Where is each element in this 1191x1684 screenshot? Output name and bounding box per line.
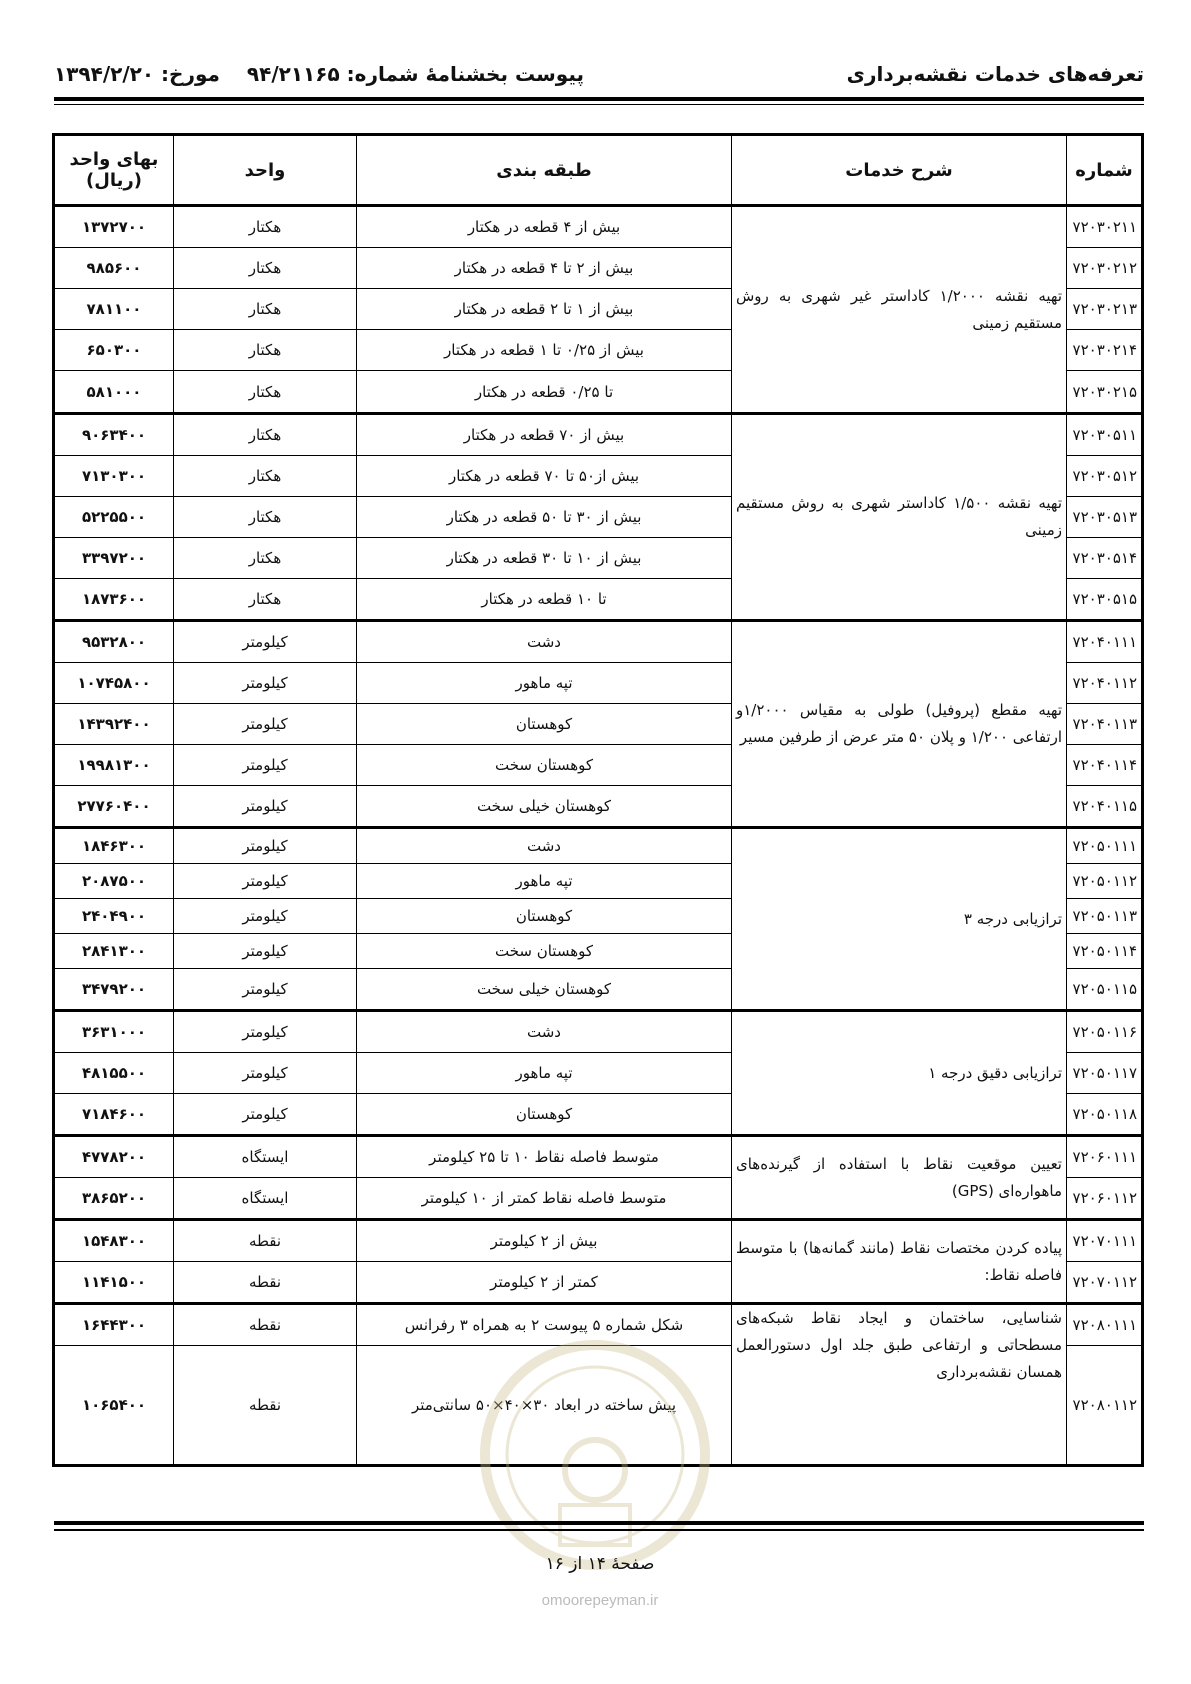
row-classification: کوهستان [357,704,732,745]
row-code: ۷۲۰۵۰۱۱۴ [1067,934,1143,969]
row-price: ۱۳۷۲۷۰۰ [54,206,174,248]
row-price: ۱۰۶۵۴۰۰ [54,1346,174,1466]
row-price: ۵۸۱۰۰۰ [54,371,174,414]
service-description: پیاده کردن مختصات نقاط (مانند گمانه‌ها) با متوسط فاصله نقاط: [732,1220,1067,1304]
row-unit: نقطه [174,1346,357,1466]
row-code: ۷۲۰۴۰۱۱۲ [1067,663,1143,704]
row-price: ۵۲۲۵۵۰۰ [54,497,174,538]
row-unit: کیلومتر [174,828,357,864]
table-row [54,206,1143,248]
row-price: ۴۷۷۸۲۰۰ [54,1136,174,1178]
row-code: ۷۲۰۶۰۱۱۱ [1067,1136,1143,1178]
footer-rule-thin [54,1529,1144,1531]
service-description: تعیین موقعیت نقاط با استفاده از گیرنده‌های ماهواره‌ای (GPS) [732,1136,1067,1220]
row-classification: بیش از ۳۰ تا ۵۰ قطعه در هکتار [357,497,732,538]
circular-reference: پیوست بخشنامهٔ شماره: ۹۴/۲۱۱۶۵ [246,62,584,86]
table-row [54,1136,1143,1178]
row-unit: هکتار [174,371,357,414]
row-classification: تا ۱۰ قطعه در هکتار [357,579,732,621]
table-row [54,414,1143,456]
row-unit: کیلومتر [174,864,357,899]
row-code: ۷۲۰۳۰۵۱۵ [1067,579,1143,621]
row-price: ۱۴۳۹۲۴۰۰ [54,704,174,745]
row-code: ۷۲۰۳۰۵۱۴ [1067,538,1143,579]
row-unit: کیلومتر [174,745,357,786]
row-price: ۲۴۰۴۹۰۰ [54,899,174,934]
row-price: ۷۱۸۴۶۰۰ [54,1094,174,1136]
service-description: ترازیابی درجه ۳ [732,828,1067,1011]
row-unit: هکتار [174,330,357,371]
row-unit: هکتار [174,538,357,579]
row-classification: بیش از ۷۰ قطعه در هکتار [357,414,732,456]
document-date: مورخ: ۱۳۹۴/۲/۲۰ [54,62,220,86]
row-price: ۲۷۷۶۰۴۰۰ [54,786,174,828]
row-code: ۷۲۰۷۰۱۱۲ [1067,1262,1143,1304]
tariff-table [52,133,1144,1467]
row-code: ۷۲۰۳۰۵۱۲ [1067,456,1143,497]
row-unit: ایستگاه [174,1178,357,1220]
row-price: ۲۰۸۷۵۰۰ [54,864,174,899]
row-unit: هکتار [174,206,357,248]
row-code: ۷۲۰۵۰۱۱۷ [1067,1053,1143,1094]
row-code: ۷۲۰۸۰۱۱۱ [1067,1304,1143,1346]
row-classification: پیش ساخته در ابعاد ۳۰×۴۰×۵۰ سانتی‌متر [357,1346,732,1466]
row-price: ۱۸۴۶۳۰۰ [54,828,174,864]
row-code: ۷۲۰۳۰۲۱۲ [1067,248,1143,289]
row-classification: متوسط فاصله نقاط ۱۰ تا ۲۵ کیلومتر [357,1136,732,1178]
row-code: ۷۲۰۵۰۱۱۲ [1067,864,1143,899]
row-unit: ایستگاه [174,1136,357,1178]
watermark-site: omoorepeyman.ir [541,1592,659,1609]
table-header-row [54,135,1143,206]
table-row [54,621,1143,663]
row-classification: شکل شماره ۵ پیوست ۲ به همراه ۳ رفرانس [357,1304,732,1346]
footer-rule-thick [54,1521,1144,1525]
row-code: ۷۲۰۳۰۲۱۱ [1067,206,1143,248]
table-row [54,1220,1143,1262]
row-unit: هکتار [174,414,357,456]
row-classification: بیش از ۲ تا ۴ قطعه در هکتار [357,248,732,289]
row-classification: بیش از ۱ تا ۲ قطعه در هکتار [357,289,732,330]
row-price: ۱۱۴۱۵۰۰ [54,1262,174,1304]
row-unit: کیلومتر [174,786,357,828]
row-classification: کمتر از ۲ کیلومتر [357,1262,732,1304]
row-code: ۷۲۰۴۰۱۱۵ [1067,786,1143,828]
row-code: ۷۲۰۴۰۱۱۳ [1067,704,1143,745]
header-price: بهای واحد (ریال) [54,135,174,206]
row-price: ۳۸۶۵۲۰۰ [54,1178,174,1220]
row-classification: کوهستان سخت [357,934,732,969]
row-price: ۴۸۱۵۵۰۰ [54,1053,174,1094]
row-classification: کوهستان [357,899,732,934]
row-unit: هکتار [174,579,357,621]
row-unit: هکتار [174,497,357,538]
row-code: ۷۲۰۷۰۱۱۱ [1067,1220,1143,1262]
header-unit: واحد [174,135,357,206]
row-price: ۷۸۱۱۰۰ [54,289,174,330]
row-code: ۷۲۰۳۰۵۱۳ [1067,497,1143,538]
row-classification: کوهستان خیلی سخت [357,786,732,828]
row-code: ۷۲۰۴۰۱۱۴ [1067,745,1143,786]
row-code: ۷۲۰۵۰۱۱۵ [1067,969,1143,1011]
row-price: ۳۴۷۹۲۰۰ [54,969,174,1011]
row-price: ۷۱۳۰۳۰۰ [54,456,174,497]
row-classification: کوهستان خیلی سخت [357,969,732,1011]
row-unit: هکتار [174,456,357,497]
service-description: ترازیابی دقیق درجه ۱ [732,1011,1067,1136]
row-code: ۷۲۰۵۰۱۱۳ [1067,899,1143,934]
header-description: شرح خدمات [732,135,1067,206]
row-classification: تپه ماهور [357,864,732,899]
row-price: ۹۵۳۲۸۰۰ [54,621,174,663]
row-price: ۱۶۴۴۳۰۰ [54,1304,174,1346]
row-unit: نقطه [174,1262,357,1304]
row-code: ۷۲۰۶۰۱۱۲ [1067,1178,1143,1220]
row-classification: بیش از ۴ قطعه در هکتار [357,206,732,248]
row-unit: کیلومتر [174,899,357,934]
row-unit: هکتار [174,248,357,289]
row-unit: کیلومتر [174,1053,357,1094]
row-classification: بیش از۵۰ تا ۷۰ قطعه در هکتار [357,456,732,497]
row-price: ۳۳۹۷۲۰۰ [54,538,174,579]
row-price: ۱۹۹۸۱۳۰۰ [54,745,174,786]
header-rule-thick [54,97,1144,101]
table-row [54,1304,1143,1346]
row-classification: دشت [357,828,732,864]
service-description: تهیه نقشه ۱/۵۰۰ کاداستر شهری به روش مستقیم زمینی [732,414,1067,621]
row-classification: بیش از ۲ کیلومتر [357,1220,732,1262]
page-header [54,54,1144,94]
row-unit: کیلومتر [174,663,357,704]
row-classification: بیش از ۱۰ تا ۳۰ قطعه در هکتار [357,538,732,579]
table-row [54,1011,1143,1053]
row-price: ۲۸۴۱۳۰۰ [54,934,174,969]
row-price: ۶۵۰۳۰۰ [54,330,174,371]
row-code: ۷۲۰۸۰۱۱۲ [1067,1346,1143,1466]
row-code: ۷۲۰۳۰۲۱۵ [1067,371,1143,414]
row-unit: نقطه [174,1304,357,1346]
row-unit: کیلومتر [174,704,357,745]
header-code: شماره [1067,135,1143,206]
row-price: ۱۰۷۴۵۸۰۰ [54,663,174,704]
row-classification: دشت [357,1011,732,1053]
row-price: ۹۸۵۶۰۰ [54,248,174,289]
row-classification: دشت [357,621,732,663]
service-description: تهیه نقشه ۱/۲۰۰۰ کاداستر غیر شهری به روش مستقیم زمینی [732,206,1067,414]
row-code: ۷۲۰۳۰۲۱۴ [1067,330,1143,371]
row-classification: تپه ماهور [357,663,732,704]
row-code: ۷۲۰۵۰۱۱۱ [1067,828,1143,864]
row-unit: کیلومتر [174,934,357,969]
page-number: صفحهٔ ۱۴ از ۱۶ [545,1554,655,1574]
row-classification: متوسط فاصله نقاط کمتر از ۱۰ کیلومتر [357,1178,732,1220]
service-description: تهیه مقطع (پروفیل) طولی به مقیاس ۱/۲۰۰۰و ارتفاعی ۱/۲۰۰ و پلان ۵۰ متر عرض از طرفین مسیر [732,621,1067,828]
row-unit: نقطه [174,1220,357,1262]
row-unit: کیلومتر [174,1011,357,1053]
row-classification: کوهستان سخت [357,745,732,786]
row-code: ۷۲۰۳۰۵۱۱ [1067,414,1143,456]
row-price: ۱۵۴۸۳۰۰ [54,1220,174,1262]
document-title: تعرفه‌های خدمات نقشه‌برداری [846,62,1144,86]
row-price: ۱۸۷۳۶۰۰ [54,579,174,621]
row-unit: کیلومتر [174,1094,357,1136]
table-row [54,828,1143,864]
row-classification: تپه ماهور [357,1053,732,1094]
row-code: ۷۲۰۵۰۱۱۶ [1067,1011,1143,1053]
row-unit: کیلومتر [174,621,357,663]
header-classification: طبقه بندی [357,135,732,206]
row-unit: هکتار [174,289,357,330]
row-price: ۹۰۶۳۴۰۰ [54,414,174,456]
row-code: ۷۲۰۴۰۱۱۱ [1067,621,1143,663]
row-code: ۷۲۰۵۰۱۱۸ [1067,1094,1143,1136]
header-rule-thin [54,104,1144,105]
service-description: شناسایی، ساختمان و ایجاد نقاط شبکه‌های مسطحاتی و ارتفاعی طبق جلد اول دستورالعمل همسان نقشه‌برداری [732,1304,1067,1466]
row-price: ۳۶۳۱۰۰۰ [54,1011,174,1053]
row-classification: تا ۰/۲۵ قطعه در هکتار [357,371,732,414]
row-classification: بیش از ۰/۲۵ تا ۱ قطعه در هکتار [357,330,732,371]
row-classification: کوهستان [357,1094,732,1136]
row-unit: کیلومتر [174,969,357,1011]
row-code: ۷۲۰۳۰۲۱۳ [1067,289,1143,330]
